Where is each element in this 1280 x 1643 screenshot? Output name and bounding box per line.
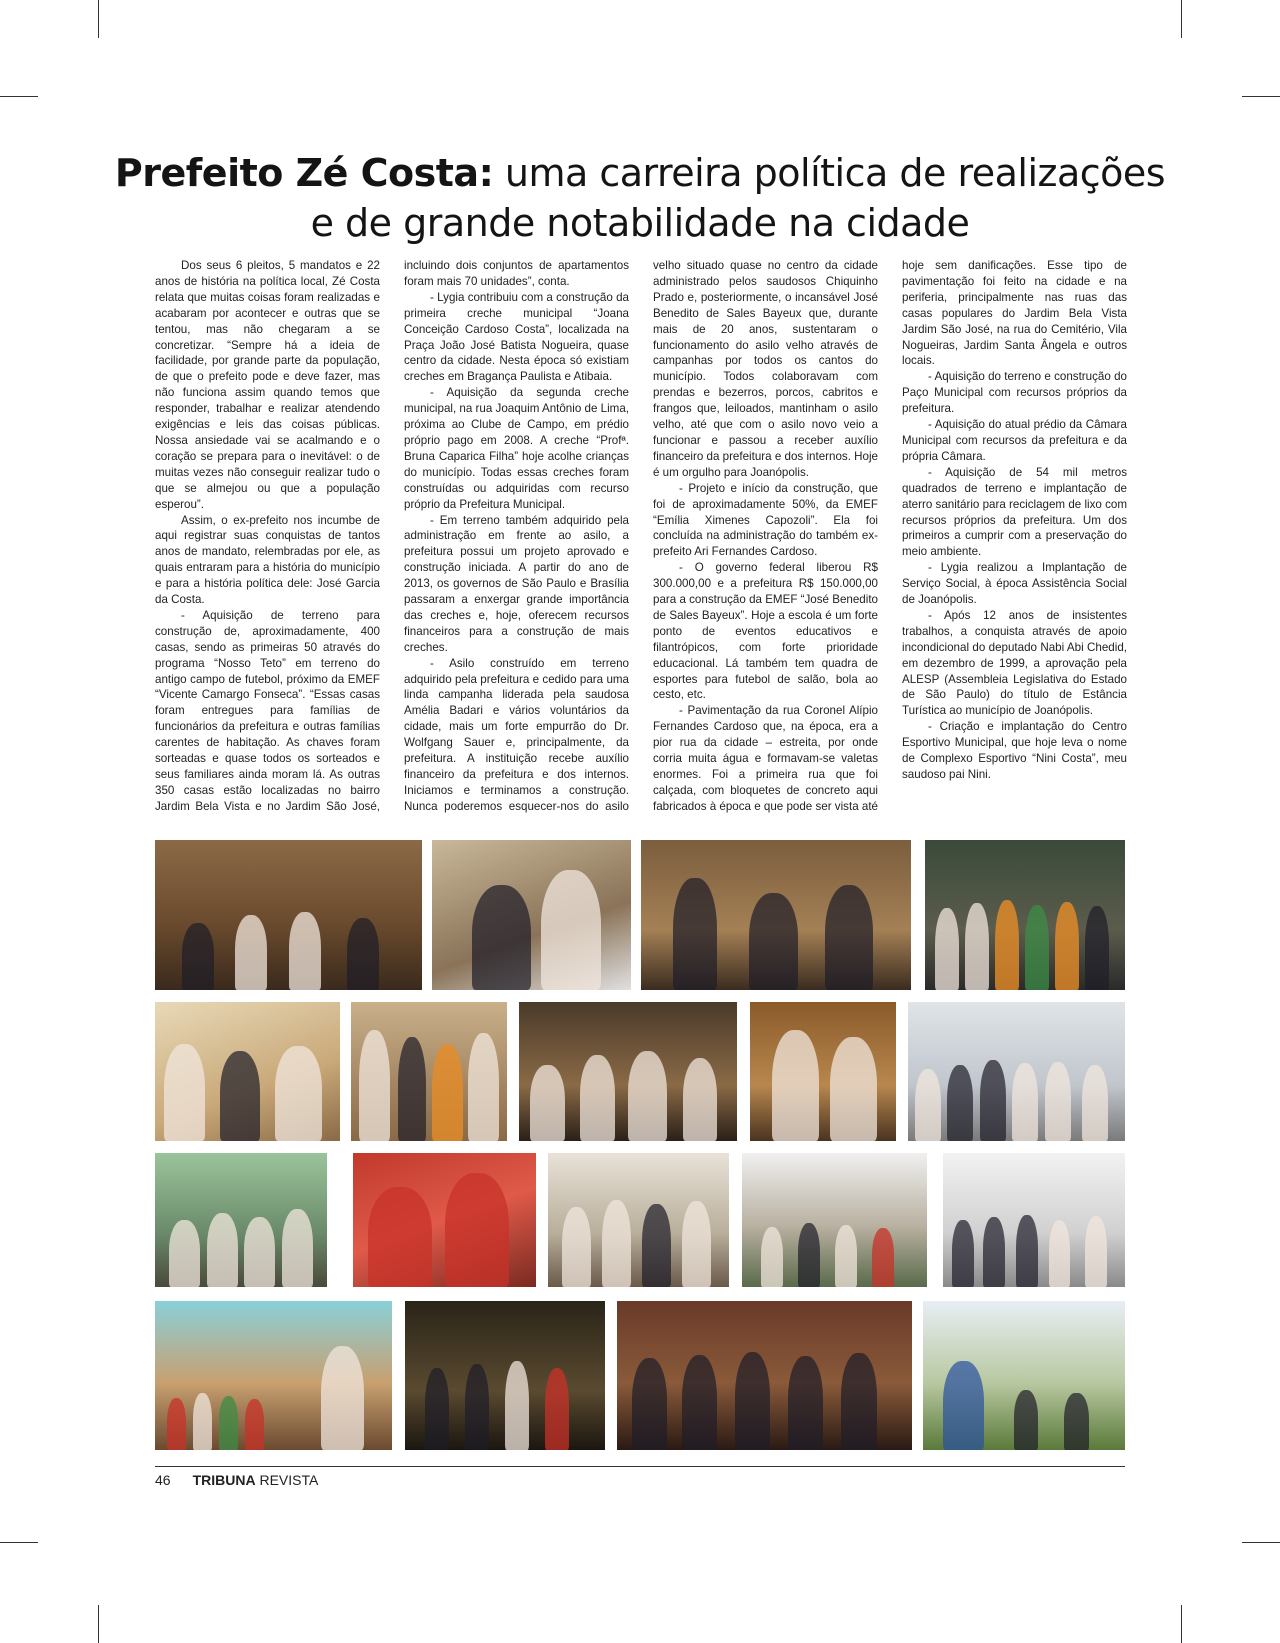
brand-bold: TRIBUNA — [192, 1472, 256, 1488]
paragraph: - Pavimentação da rua Coronel Alípio Fernandes Cardoso que, na época, era a pior rua da cidade – estreita, por onde corria muita água e formavam-se valetas enormes. Foi a primeira rua que foi calçada, com bloquetes de concreto aqui fabricados à época e que pode ser vista até hoje sem danificações. Esse tipo de pavimentação foi feito na cidade e na periferia, principalmente nas ruas das casas populares do Jardim Bela Vista Jardim São José, na rua do Cemitério, Vila Nogueiras, Jardim Santa Ângela e outros locais. — [653, 259, 1127, 813]
crop-mark — [1242, 1542, 1280, 1543]
paragraph: - Projeto e início da construção, que foi de aproximadamente 50%, da EMEF “Emília Ximenes Capozoli”. Ela foi concluída na administração do também ex-prefeito Ari Fernandes Cardoso. — [653, 481, 878, 559]
paragraph: - Após 12 anos de insistentes trabalhos, a conquista através de apoio incondicional do deputado Nabi Abi Chedid, em dezembro de 1999, a aprovação pela ALESP (Assembleia Legislativa do Estado de São Paulo) do título de Estância Turística ao município de Joanópolis. — [902, 608, 1127, 718]
paragraph: - O governo federal liberou R$ 300.000,00 e a prefeitura R$ 150.000,00 para a construção da EMEF “José Benedito de Sales Bayeux”. Hoje a escola é um forte ponto de eventos educativos e filantrópicos, com forte prioridade educacional. Lá também tem quadra de esportes para futebol de salão, bola ao cesto, etc. — [653, 561, 878, 702]
page-number: 46 — [155, 1472, 171, 1488]
paragraph: - Aquisição do terreno e construção do Paço Municipal com recursos próprios da prefeitura. — [902, 370, 1127, 416]
footer-rule — [155, 1466, 1125, 1467]
photo-meeting — [155, 840, 422, 990]
photo-group — [908, 1002, 1125, 1141]
photo-inauguration — [943, 1153, 1125, 1287]
crop-mark — [1181, 0, 1182, 38]
crop-mark — [98, 1605, 99, 1643]
photo-celebration — [519, 1002, 737, 1141]
paragraph: - Aquisição do atual prédio da Câmara Municipal com recursos da prefeitura e da própria Câmara. — [902, 418, 1127, 463]
paragraph: Assim, o ex-prefeito nos incumbe de aqui registrar suas conquistas de tantos anos de mandato, relembradas por ele, as quais entraram para a história do município e para a história política dele: José Garcia da Costa. — [155, 513, 380, 607]
photo-ceremony — [617, 1301, 912, 1450]
title-rest: uma carreira política de realizações e de grande notabilidade na cidade — [310, 151, 1166, 245]
photo-children — [155, 1301, 392, 1450]
crop-mark — [1242, 96, 1280, 97]
photo-night-event — [405, 1301, 605, 1450]
paragraph: - Asilo construído em terreno adquirido pela prefeitura e cedido para uma linda campanha liderada pela saudosa Amélia Badari e vários voluntários da cidade, mais um forte empurrão do Dr. Wolfgang Sauer e, principalmente, da prefeitura. A instituição recebe auxílio financeiro da prefeitura e dos internos. Iniciamos e terminamos a construção. Nunca poderemos esquecer-nos do asilo velho situado quase no centro da cidade administrado pelos saudosos Chiquinho Prado e, posteriormente, o incansável José Benedito de Sales Bayeux que, durante mais de 20 anos, sustentaram o funcionamento do asilo velho através de campanhas por todos os cantos do município. Todos colaboravam com prendas e bezerros, porcos, cabritos e frangos que, leiloados, mantinham o asilo velho, até que com o asilo novo veio a funcionar e passou a receber auxílio financeiro da prefeitura e dos internos. Hoje é um orgulho para Joanópolis. — [404, 259, 878, 813]
photo-award — [353, 1153, 536, 1287]
crop-mark — [0, 1542, 38, 1543]
photo-conversation — [155, 1002, 340, 1141]
paragraph: - Aquisição da segunda creche municipal, na rua Joaquim Antônio de Lima, próxima ao Clube de Campo, em prédio próprio pago em 2008. A creche “Profª. Bruna Caparica Filha” hoje acolhe crianças do município. Todas essas creches foram construídas ou adquiridas com recurso próprio da Prefeitura Municipal. — [404, 386, 629, 511]
article-body — [155, 258, 1127, 826]
photo-group — [925, 840, 1125, 990]
photo-audience — [155, 1153, 327, 1287]
paragraph: - Lygia realizou a Implantação de Serviço Social, à época Assistência Social de Joanópolis. — [902, 561, 1127, 607]
publication-name — [193, 1472, 319, 1488]
paragraph: - Em terreno também adquirido pela administração em frente ao asilo, a prefeitura possui um projeto aprovado e construção iniciada. A partir do ano de 2013, os governos de São Paulo e Brasília passaram a enxergar grande importância das creches e, hoje, oferecem recursos financeiros para a construção de mais creches. — [404, 513, 629, 654]
brand-rest: REVISTA — [255, 1472, 319, 1488]
photo-flag-raising — [923, 1301, 1125, 1450]
photo-office-visit — [641, 840, 911, 990]
photo-event — [548, 1153, 729, 1287]
photo-group — [351, 1002, 507, 1141]
article-title — [100, 148, 1180, 248]
crop-mark — [1181, 1605, 1182, 1643]
photo-speech — [432, 840, 631, 990]
paragraph: Dos seus 6 pleitos, 5 mandatos e 22 anos de história na política local, Zé Costa relata que muitas coisas foram realizadas e acabaram por acontecer e outras que se tentou, mas não chegaram a se concretizar. “Sempre há a ideia de facilidade, por grande parte da população, de que o prefeito pode e deve fazer, mas não funciona assim quando temos que responder, trabalhar e realizar atendendo exigências e leis das coisas públicas. Nossa ansiedade vai se acalmando e o coração se prepara para o inevitável: o de muitas vezes não conseguir realizar tudo o que se almejou ou que a população esperou”. — [155, 259, 380, 511]
photo-outdoor — [742, 1153, 927, 1287]
title-bold: Prefeito Zé Costa: — [114, 151, 494, 195]
photo-couple — [750, 1002, 896, 1141]
paragraph: - Aquisição de 54 mil metros quadrados de terreno e implantação de aterro sanitário para reciclagem de lixo com recursos próprios da prefeitura. Um dos primeiros a cumprir com a preservação do meio ambiente. — [902, 465, 1127, 559]
crop-mark — [98, 0, 99, 38]
paragraph: - Criação e implantação do Centro Esportivo Municipal, que hoje leva o nome de Complexo Esportivo “Nini Costa”, meu saudoso pai Nini. — [902, 720, 1127, 781]
crop-mark — [0, 96, 38, 97]
paragraph: - Lygia contribuiu com a construção da primeira creche municipal “Joana Conceição Cardoso Costa”, localizada na Praça João José Batista Nogueira, quase centro da cidade. Nesta época só existiam creches em Bragança Paulista e Atibaia. — [404, 290, 629, 384]
paragraph: - Aquisição de terreno para construção de, aproximadamente, 400 casas, sendo as primeiras 50 através do programa “Nosso Teto” em terreno do antigo campo de futebol, próximo da EMEF “Vicente Camargo Fonseca”. “Essas casas foram entregues para famílias de funcionários da prefeitura e outras famílias carentes de habitação. As chaves foram sorteadas e quase todos os sorteados e seus familiares ainda moram lá. As outras 350 casas estão localizadas no bairro Jardim Bela Vista e no Jardim São José, incluindo dois conjuntos de apartamentos foram mais 70 unidades”, conta. — [155, 259, 629, 813]
page-footer — [155, 1471, 318, 1489]
